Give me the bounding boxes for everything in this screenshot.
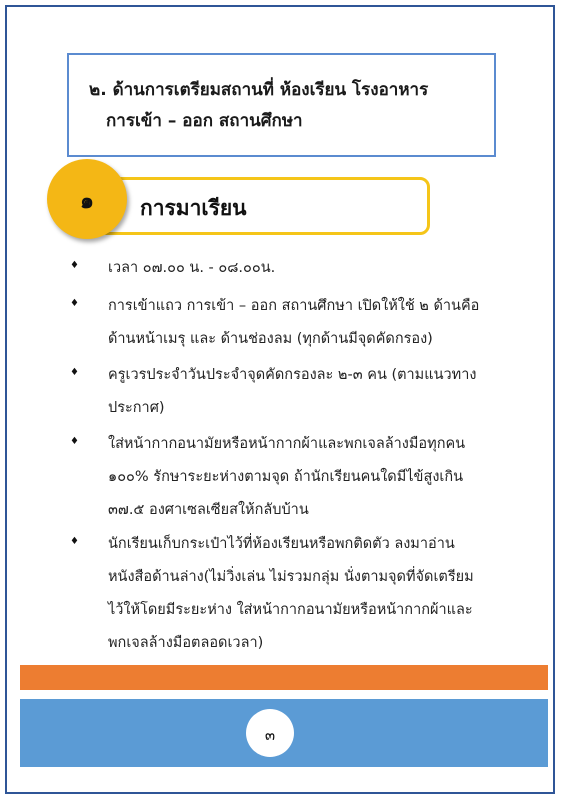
list-item-text: เวลา ๐๗.๐๐ น. - ๐๘.๐๐น.: [108, 260, 276, 276]
diamond-bullet-icon: ♦: [70, 536, 79, 547]
list-item-text: ไว้ให้โดยมีระยะห่าง ใส่หน้ากากอนามัยหรือหน้ากากผ้าและ: [108, 602, 473, 618]
list-item-text: นักเรียนเก็บกระเป๋าไว้ที่ห้องเรียนหรือพกติดตัว ลงมาอ่าน: [108, 536, 455, 552]
section-heading-line-1: ๒. ด้านการเตรียมสถานที่ ห้องเรียน โรงอาหาร: [89, 80, 429, 100]
list-item-text: หนังสือด้านล่าง(ไม่วิ่งเล่น ไม่รวมกลุ่ม นั่งตามจุดที่จัดเตรียม: [108, 569, 474, 585]
list-item-text: ๑๐๐% รักษาระยะห่างตามจุด ถ้านักเรียนคนใดมีไข้สูงเกิน: [108, 469, 464, 485]
diamond-bullet-icon: ♦: [70, 298, 79, 309]
topic-title: การมาเรียน: [140, 196, 247, 220]
list-item-text: ประกาศ): [108, 400, 165, 416]
topic-number: ๑: [80, 189, 94, 214]
section-heading-box: [67, 53, 496, 157]
footer-accent-bar: [20, 665, 548, 690]
diamond-bullet-icon: ♦: [70, 367, 79, 378]
list-item-text: ๓๗.๕ องศาเซลเซียสให้กลับบ้าน: [108, 502, 309, 518]
list-item-text: การเข้าแถว การเข้า – ออก สถานศึกษา เปิดให้ใช้ ๒ ด้านคือ: [108, 298, 480, 314]
list-item-text: ด้านหน้าเมรุ และ ด้านช่องลม (ทุกด้านมีจุดคัดกรอง): [108, 331, 433, 347]
page-number: ๓: [264, 726, 276, 744]
section-heading-line-2: การเข้า – ออก สถานศึกษา: [106, 111, 303, 131]
list-item-text: พกเจลล้างมือตลอดเวลา): [108, 635, 264, 651]
page-number-badge: [246, 709, 294, 757]
diamond-bullet-icon: ♦: [70, 436, 79, 447]
topic-number-badge: [47, 159, 127, 239]
topic-title-box: [97, 177, 430, 235]
list-item-text: ครูเวรประจำวันประจำจุดคัดกรองละ ๒-๓ คน (ตามแนวทาง: [108, 367, 477, 383]
list-item-text: ใส่หน้ากากอนามัยหรือหน้ากากผ้าและพกเจลล้างมือทุกคน: [108, 436, 466, 452]
diamond-bullet-icon: ♦: [70, 260, 79, 271]
